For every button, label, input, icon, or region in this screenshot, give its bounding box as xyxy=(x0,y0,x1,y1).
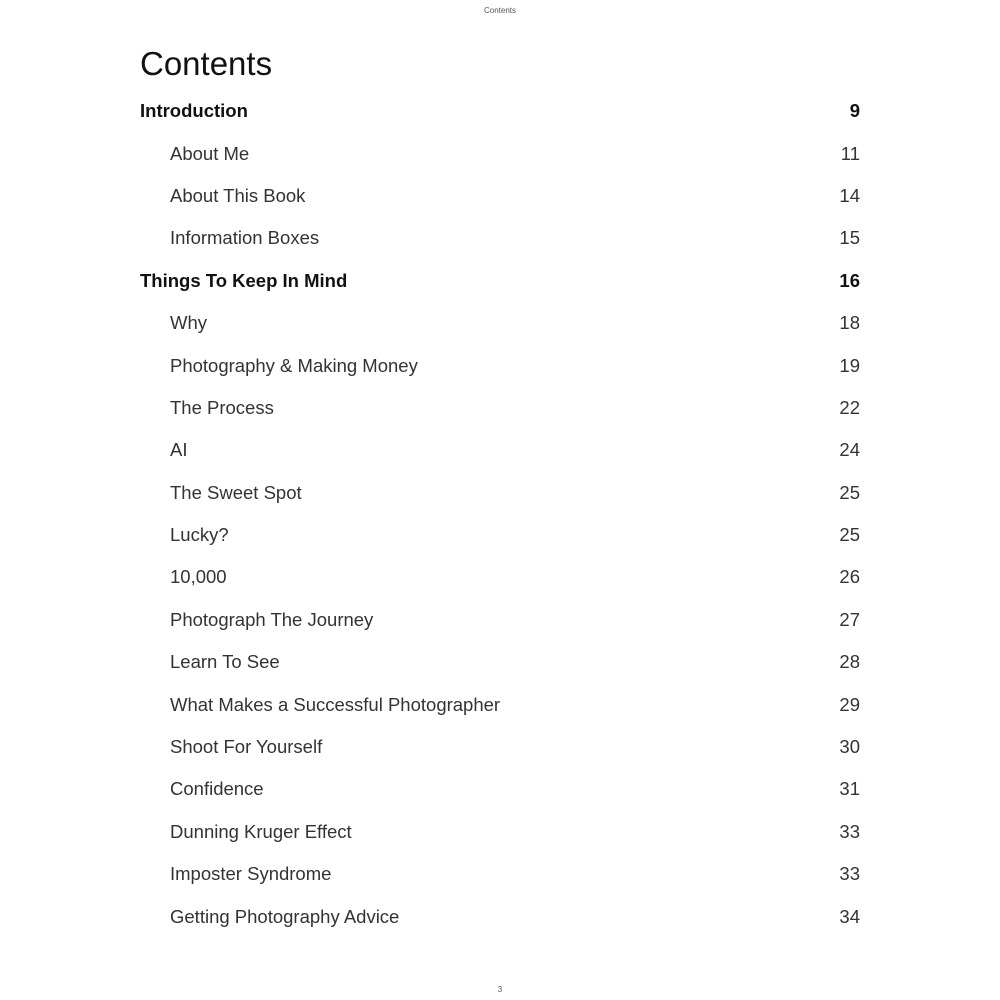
toc-entry-label: Why xyxy=(170,312,207,334)
toc-entry-ai[interactable] xyxy=(140,429,860,471)
toc-entry-shoot-for-yourself[interactable] xyxy=(140,726,860,768)
toc-entry-page: 16 xyxy=(839,269,860,291)
toc-entry-page: 33 xyxy=(839,863,860,885)
toc-entry-label: Introduction xyxy=(140,100,248,122)
toc-entry-page: 14 xyxy=(839,184,860,206)
toc-entry-label: Learn To See xyxy=(170,651,280,673)
toc-entry-page: 22 xyxy=(839,396,860,418)
toc-entry-page: 29 xyxy=(839,693,860,715)
toc-entry-label: Things To Keep In Mind xyxy=(140,269,348,291)
toc-entry-label: Lucky? xyxy=(170,524,229,546)
toc-entry-about-me[interactable] xyxy=(140,132,860,174)
toc-entry-confidence[interactable] xyxy=(140,768,860,810)
page-title: Contents xyxy=(140,45,273,82)
toc-entry-lucky[interactable] xyxy=(140,514,860,556)
toc-chapter-things-to-keep-in-mind[interactable] xyxy=(140,260,860,302)
toc-entry-page: 34 xyxy=(839,905,860,927)
toc-entry-why[interactable] xyxy=(140,302,860,344)
toc-entry-label: The Process xyxy=(170,396,274,418)
toc-entry-page: 25 xyxy=(839,481,860,503)
toc-entry-information-boxes[interactable] xyxy=(140,217,860,259)
toc-entry-label: 10,000 xyxy=(170,566,227,588)
toc-entry-label: What Makes a Successful Photographer xyxy=(170,693,501,715)
toc-entry-the-process[interactable] xyxy=(140,387,860,429)
toc-entry-imposter-syndrome[interactable] xyxy=(140,853,860,895)
toc-entry-page: 27 xyxy=(839,608,860,630)
toc-entry-about-this-book[interactable] xyxy=(140,175,860,217)
table-of-contents xyxy=(140,90,860,938)
toc-entry-page: 25 xyxy=(839,524,860,546)
toc-entry-label: The Sweet Spot xyxy=(170,481,302,503)
toc-entry-page: 9 xyxy=(849,100,860,122)
toc-entry-label: AI xyxy=(170,439,188,461)
toc-entry-label: Photograph The Journey xyxy=(170,608,374,630)
toc-entry-label: Information Boxes xyxy=(170,227,320,249)
toc-entry-label: Shoot For Yourself xyxy=(170,736,323,758)
toc-entry-getting-photography-advice[interactable] xyxy=(140,895,860,937)
toc-entry-page: 31 xyxy=(839,778,860,800)
toc-entry-label: Imposter Syndrome xyxy=(170,863,332,885)
toc-entry-page: 19 xyxy=(839,354,860,376)
toc-entry-page: 26 xyxy=(839,566,860,588)
page-number: 3 xyxy=(497,985,503,994)
toc-entry-page: 15 xyxy=(839,227,860,249)
toc-entry-page: 24 xyxy=(839,439,860,461)
toc-entry-page: 28 xyxy=(839,651,860,673)
toc-entry-label: Getting Photography Advice xyxy=(170,905,400,927)
toc-entry-label: Photography & Making Money xyxy=(170,354,418,376)
toc-entry-photography-making-money[interactable] xyxy=(140,344,860,386)
toc-entry-label: Dunning Kruger Effect xyxy=(170,820,352,842)
toc-entry-label: About Me xyxy=(170,142,250,164)
toc-entry-label: Confidence xyxy=(170,778,264,800)
toc-entry-page: 30 xyxy=(839,736,860,758)
running-header: Contents xyxy=(483,6,517,15)
toc-entry-photograph-the-journey[interactable] xyxy=(140,599,860,641)
toc-entry-page: 18 xyxy=(839,312,860,334)
toc-entry-dunning-kruger-effect[interactable] xyxy=(140,811,860,853)
toc-entry-learn-to-see[interactable] xyxy=(140,641,860,683)
toc-entry-page: 11 xyxy=(840,142,860,164)
toc-entry-successful-photographer[interactable] xyxy=(140,683,860,725)
toc-chapter-introduction[interactable] xyxy=(140,90,860,132)
toc-entry-10000[interactable] xyxy=(140,556,860,598)
toc-entry-page: 33 xyxy=(839,820,860,842)
toc-entry-the-sweet-spot[interactable] xyxy=(140,472,860,514)
toc-entry-label: About This Book xyxy=(170,184,306,206)
